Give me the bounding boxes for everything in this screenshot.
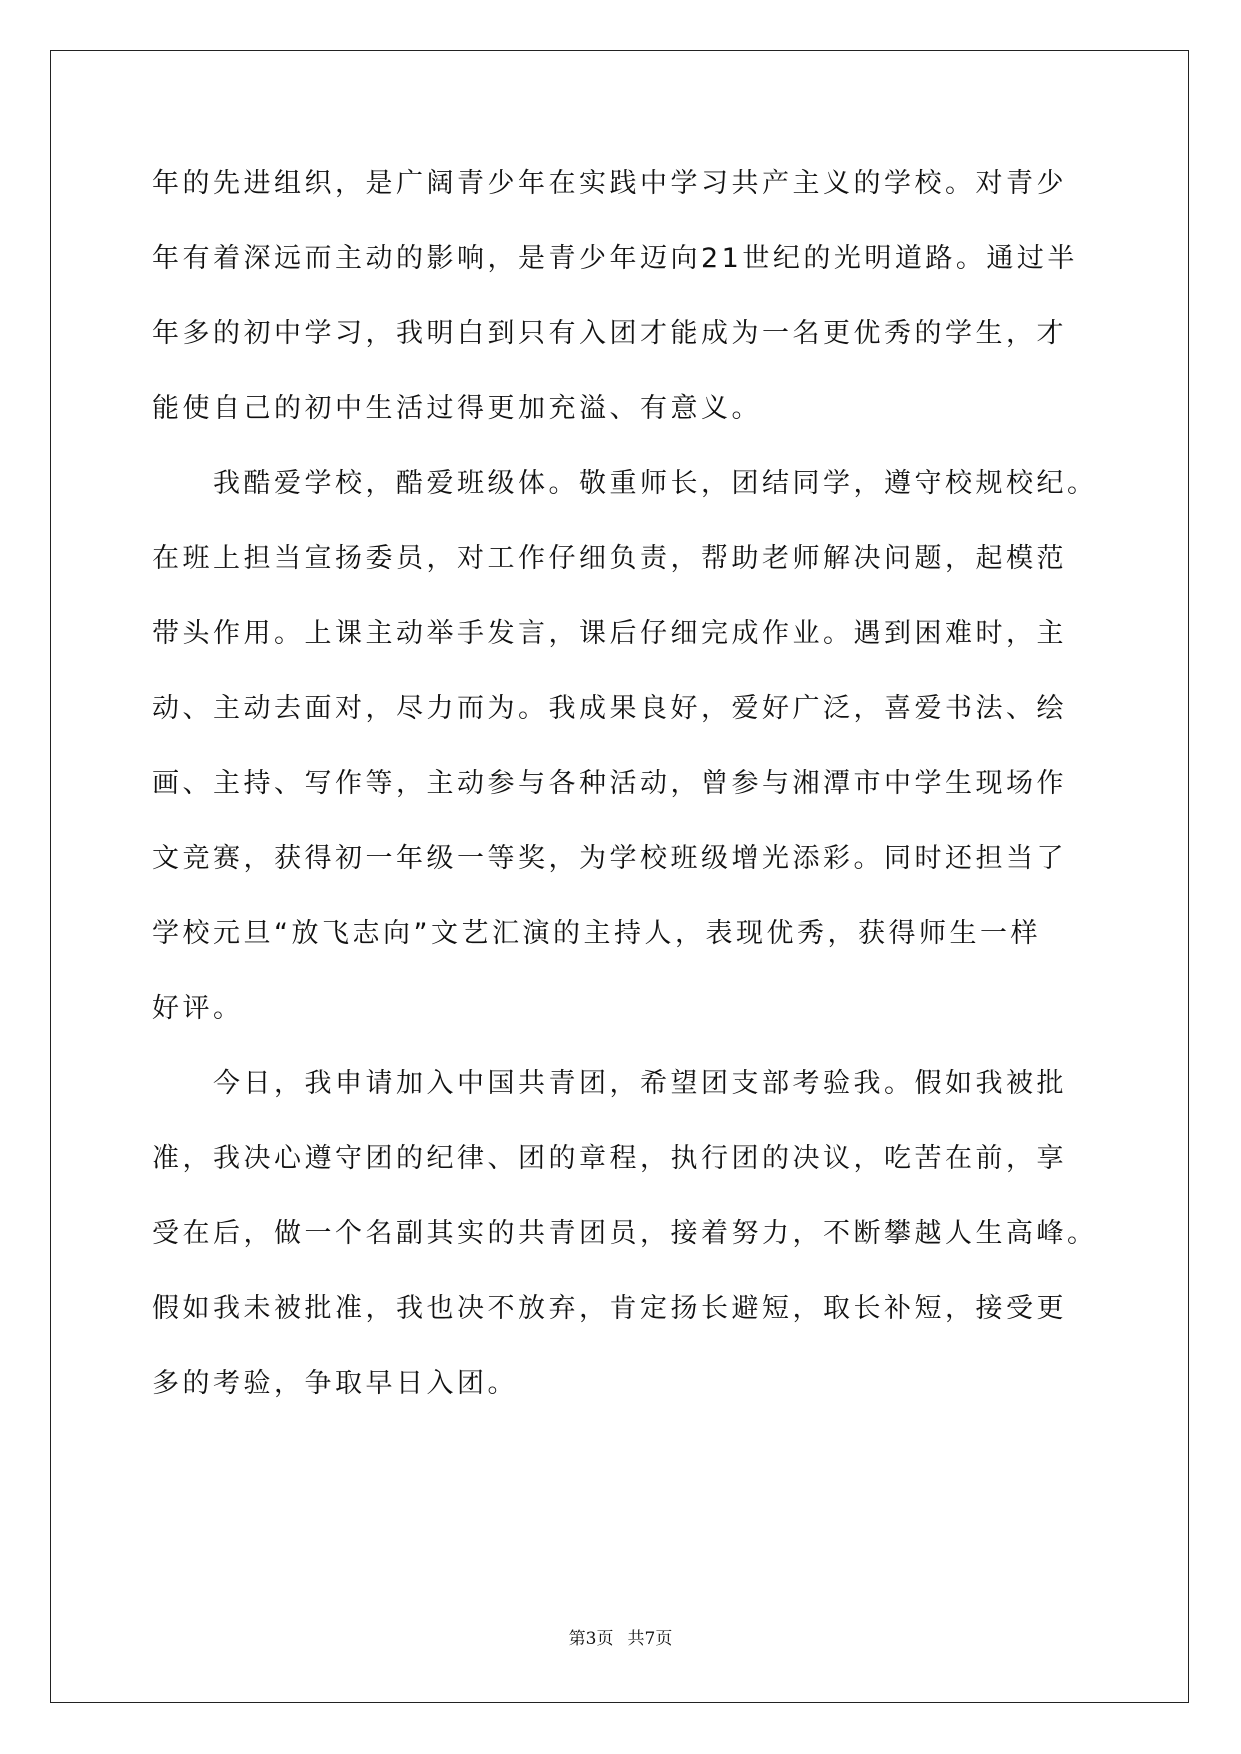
text-line: 画、主持、写作等，主动参与各种活动，曾参与湘潭市中学生现场作 (152, 768, 1067, 799)
paragraph-first-line: 今日，我申请加入中国共青团，希望团支部考验我。假如我被批 (213, 1068, 1067, 1099)
page-border (50, 50, 1189, 1703)
text-line: 假如我未被批准，我也决不放弃，肯定扬长避短，取长补短，接受更 (152, 1293, 1067, 1324)
page-number-total: 共7页 (627, 1629, 673, 1649)
text-line: 文竞赛，获得初一年级一等奖，为学校班级增光添彩。同时还担当了 (152, 843, 1067, 874)
paragraph-first-line: 我酷爱学校，酷爱班级体。敬重师长，团结同学，遵守校规校纪。 (213, 468, 1098, 499)
text-line: 学校元旦“放飞志向”文艺汇演的主持人，表现优秀，获得师生一样 (152, 918, 1041, 949)
text-line: 年的先进组织，是广阔青少年在实践中学习共产主义的学校。对青少 (152, 168, 1067, 199)
text-line: 年有着深远而主动的影响，是青少年迈向21世纪的光明道路。通过半 (152, 243, 1078, 274)
page-footer (0, 1628, 1241, 1650)
text-line: 动、主动去面对，尽力而为。我成果良好，爱好广泛，喜爱书法、绘 (152, 693, 1067, 724)
text-line: 年多的初中学习，我明白到只有入团才能成为一名更优秀的学生，才 (152, 318, 1067, 349)
page-number-current: 第3页 (568, 1629, 614, 1649)
text-line: 在班上担当宣扬委员，对工作仔细负责，帮助老师解决问题，起模范 (152, 543, 1067, 574)
text-line: 能使自己的初中生活过得更加充溢、有意义。 (152, 393, 762, 424)
text-line: 带头作用。上课主动举手发言，课后仔细完成作业。遇到困难时，主 (152, 618, 1067, 649)
text-line: 好评。 (152, 993, 244, 1024)
text-line: 准，我决心遵守团的纪律、团的章程，执行团的决议，吃苦在前，享 (152, 1143, 1067, 1174)
text-line: 多的考验，争取早日入团。 (152, 1368, 518, 1399)
text-line: 受在后，做一个名副其实的共青团员，接着努力，不断攀越人生高峰。 (152, 1218, 1098, 1249)
